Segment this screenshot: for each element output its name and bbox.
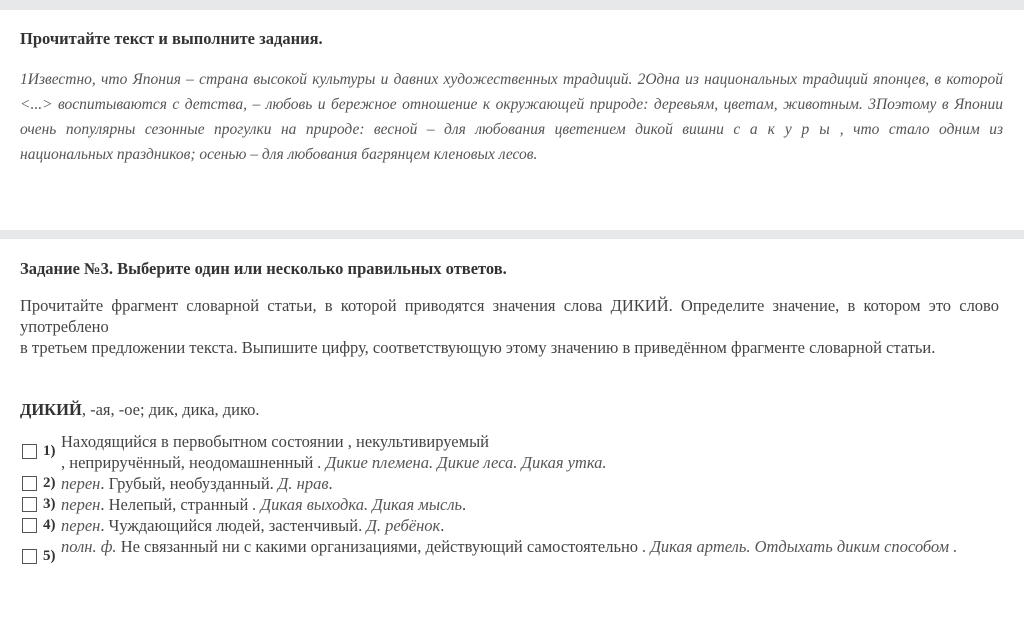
passage-part-1: 1Известно, что Япония – страна высокой культуры и давних художественных традиций. 2Одна из национальных традиций японцев, в которой <...> воспитываются с детства, – любовь и бережное отношение к окружающей природе: деревьям, цветам, животным. 3Поэтому в Японии очень популярны сезонные прогулки на природе: весной – для любования цветением дикой вишни xyxy=(20,71,1003,138)
answer-option-1 xyxy=(20,431,1003,473)
option-1-example: . Дикие племена. Дикие леса. Дикая утка. xyxy=(317,453,607,472)
option-3-label: перен xyxy=(61,495,101,514)
option-number: 1) xyxy=(43,443,56,459)
answer-checkbox-2[interactable] xyxy=(22,476,37,491)
answer-option-3 xyxy=(20,494,1003,515)
option-1-meaning: , неприручённый, неодомашненный xyxy=(61,453,318,472)
option-5-meaning: Не связанный ни с какими организациями, действующий самостоятельно xyxy=(116,537,643,556)
option-4-end: . xyxy=(440,516,445,535)
option-4-label: перен xyxy=(61,516,101,535)
option-text xyxy=(61,515,1003,536)
option-5-example: . Дикая артель. Отдыхать диким способом . xyxy=(642,537,958,556)
top-divider-band xyxy=(0,0,1024,10)
option-text xyxy=(61,473,1003,494)
option-2-example: Д. нрав xyxy=(277,474,329,493)
option-text xyxy=(61,536,1003,557)
option-2-end: . xyxy=(328,474,333,493)
reading-passage xyxy=(20,67,1003,167)
dictionary-headword xyxy=(20,400,260,420)
option-2-meaning: . Грубый, необузданный. xyxy=(100,474,278,493)
headword-forms: , -ая, -ое; дик, дика, дико. xyxy=(81,400,260,419)
answer-option-2 xyxy=(20,473,1003,494)
answer-option-5 xyxy=(20,536,1003,578)
option-3-end: . xyxy=(462,495,467,514)
option-4-meaning: . Чуждающийся людей, застенчивый. xyxy=(100,516,367,535)
option-3-meaning: . Нелепый, странный xyxy=(100,495,253,514)
passage-part-2: , что стало одним из национальных праздников; осенью – для любования багрянцем кленовых лесов. xyxy=(20,121,1003,163)
section-divider-band xyxy=(0,230,1024,239)
option-4-example: Д. ребёнок xyxy=(366,516,441,535)
passage-spaced-word: сакуры xyxy=(733,121,840,138)
option-number: 4) xyxy=(43,517,56,533)
task-heading: Задание №3. Выберите один или несколько правильных ответов. xyxy=(20,259,507,278)
task-instruction-line-2: в третьем предложении текста. Выпишите цифру, соответствующую этому значению в приведённом фрагменте словарной статьи. xyxy=(20,338,936,357)
text-section-heading: Прочитайте текст и выполните задания. xyxy=(20,29,323,48)
option-3-example: . Дикая выходка. Дикая мысль xyxy=(252,495,463,514)
option-number: 3) xyxy=(43,496,56,512)
answer-checkbox-1[interactable] xyxy=(22,444,37,459)
option-1-line-2 xyxy=(61,452,1003,473)
answer-checkbox-3[interactable] xyxy=(22,497,37,512)
option-2-label: перен xyxy=(61,474,101,493)
option-number: 2) xyxy=(43,475,56,491)
option-number: 5) xyxy=(43,548,56,564)
answer-checkbox-5[interactable] xyxy=(22,549,37,564)
option-1-line-1: Находящийся в первобытном состоянии , некультивируемый xyxy=(61,432,489,451)
task-instruction-line-1: Прочитайте фрагмент словарной статьи, в которой приводятся значения слова ДИКИЙ. Определите значение, в котором это слово употреблено xyxy=(20,296,999,336)
answer-checkbox-4[interactable] xyxy=(22,518,37,533)
headword-title: ДИКИЙ xyxy=(20,400,82,419)
option-text xyxy=(61,494,1003,515)
answer-option-4 xyxy=(20,515,1003,536)
option-5-label: полн. ф. xyxy=(61,537,117,556)
option-text xyxy=(61,431,1003,473)
